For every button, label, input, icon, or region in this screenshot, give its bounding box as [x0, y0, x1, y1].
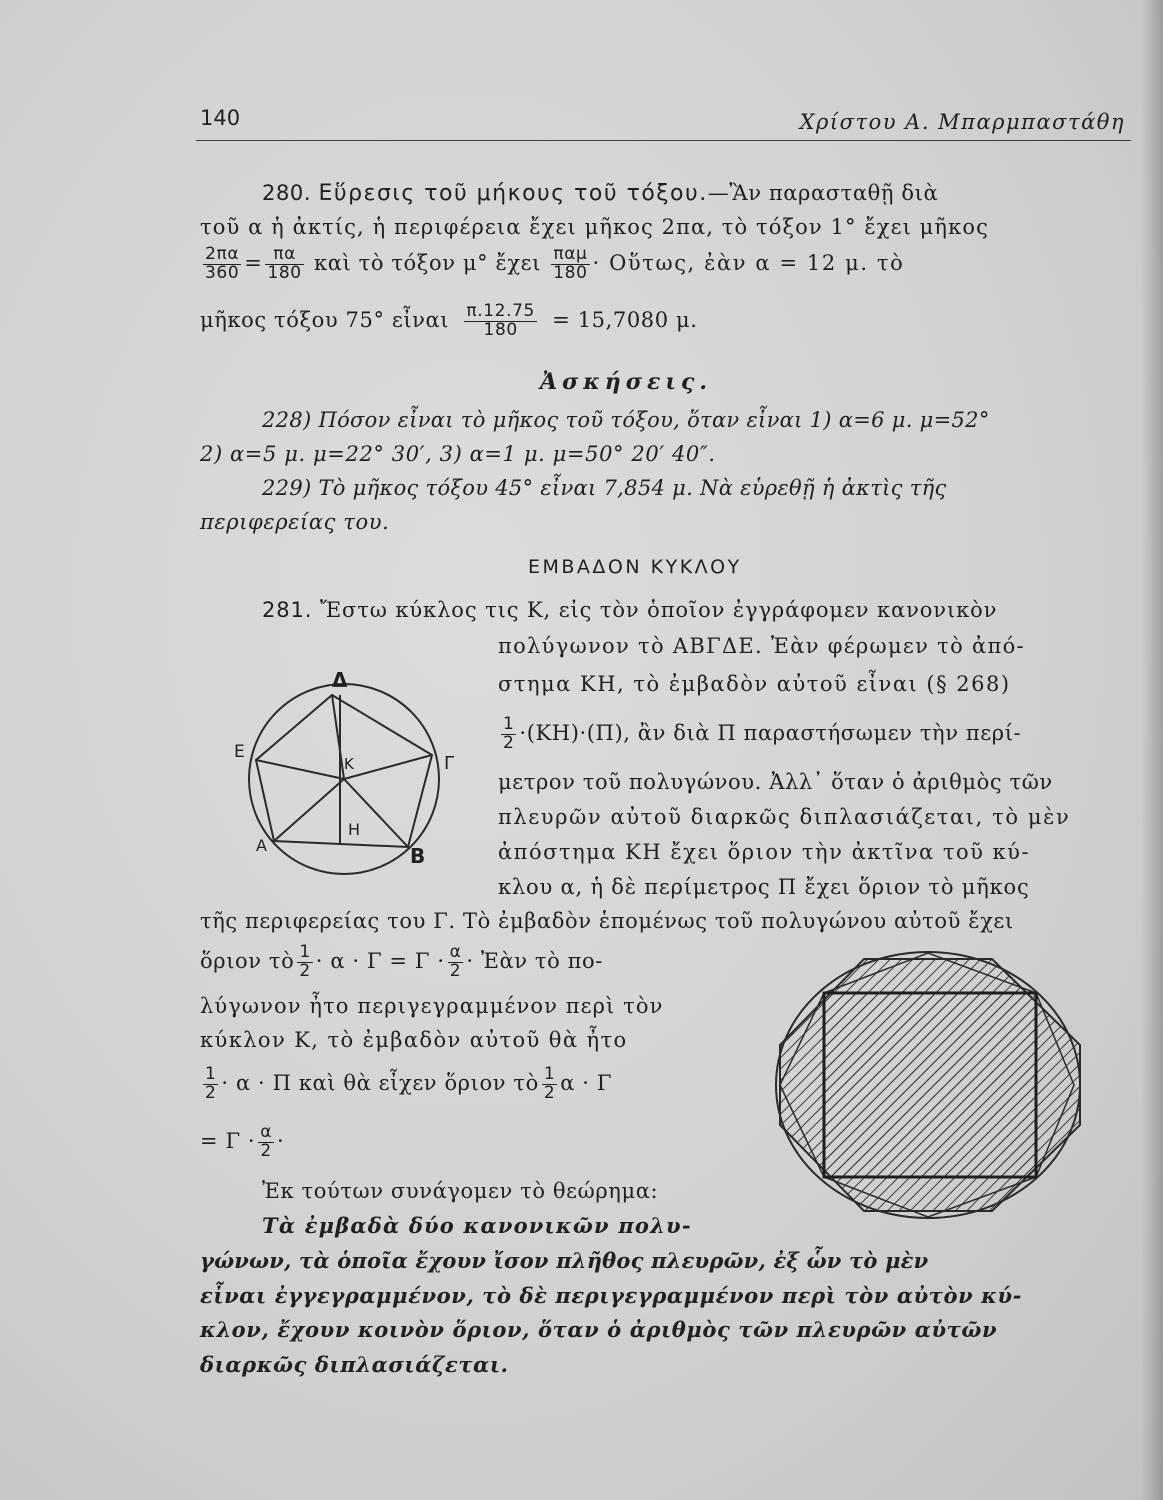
- sec280-line3: [200, 246, 904, 283]
- label-delta: Δ: [332, 668, 348, 692]
- sec281-line14-head: = Γ ·: [200, 1128, 256, 1153]
- sec281-number: 281.: [262, 598, 313, 622]
- fraction-one-half: $\frac{1}{2}$: [299, 942, 311, 981]
- line-ka: [274, 779, 344, 841]
- theorem-line5: διαρκῶς διπλασιάζεται.: [200, 1352, 509, 1377]
- exercise-228-line1: 228) Πόσον εἶναι τὸ μῆκος τοῦ τόξου, ὅταν εἶναι 1) α=6 μ. μ=52°: [262, 408, 990, 432]
- sec280-number: 280.: [262, 181, 312, 205]
- sec281-line4-text: ·(ΚΗ)·(Π), ἂν διὰ Π παραστήσωμεν τὴν περί-: [519, 720, 1022, 745]
- sec281-line10: [200, 944, 603, 981]
- fraction-one-half: $\frac{1}{2}$: [503, 714, 515, 753]
- sec280-line2: τοῦ α ἡ ἀκτίς, ἡ περιφέρεια ἔχει μῆκος 2πα, τὸ τόξον 1° ἔχει μῆκος: [200, 215, 989, 239]
- sec281-line10-tail: · Ἐὰν τὸ πο-: [466, 948, 603, 973]
- line-kd: [332, 695, 344, 779]
- sec281-line2: πολύγωνον τὸ ΑΒΓΔΕ. Ἐὰν φέρωμεν τὸ ἀπό-: [498, 634, 1025, 658]
- inscribed-rectangle: [824, 993, 1036, 1177]
- sec280-line4-tail: = 15,7080 μ.: [552, 307, 698, 332]
- sec281-line8: κλου α, ἡ δὲ περίμετρος Π ἔχει ὅριον τὸ μῆκος: [498, 875, 1030, 899]
- sec281-line6: πλευρῶν αὐτοῦ διαρκῶς διπλασιάζεται, τὸ μὲν: [498, 805, 1071, 829]
- theorem-line2: γώνων, τὰ ὁποῖα ἔχουν ἴσον πλῆθος πλευρῶν, ἐξ ὧν τὸ μὲν: [200, 1248, 929, 1273]
- sec280-line4-head: μῆκος τόξου 75° εἶναι: [200, 307, 450, 332]
- sec280-line3-mid: καὶ τὸ τόξον μ° ἔχει: [313, 250, 541, 275]
- sec281-line9: τῆς περιφερείας του Γ. Τὸ ἐμβαδὸν ἑπομένως τοῦ πολυγώνου αὐτοῦ ἔχει: [200, 909, 1014, 933]
- page-edge-shadow: [1141, 0, 1163, 1500]
- fraction-arc-length: $\frac{\pi.12.75}{180}$: [466, 301, 535, 340]
- exercise-229-line2: περιφερείας του.: [200, 510, 390, 534]
- fraction-pa-180: $\frac{\pi\alpha}{180}$: [267, 244, 302, 283]
- sec281-line13: [200, 1066, 612, 1103]
- label-b: Β: [410, 844, 426, 868]
- sec280-line1-tail: —Ἂν παρασταθῇ διὰ: [707, 181, 939, 205]
- running-head: Χρίστου Α. Μπαρμπαστάθη: [799, 110, 1125, 134]
- line-ke: [256, 760, 344, 779]
- label-e: Ε: [234, 742, 245, 762]
- sec280-line4: [200, 303, 698, 340]
- sec280-title: Εὕρεσις τοῦ μήκους τοῦ τόξου.: [318, 181, 708, 206]
- sec281-line13-mid: · α · Π καὶ θὰ εἶχεν ὅριον τὸ: [221, 1070, 539, 1095]
- sec281-line12: κύκλον Κ, τὸ ἐμβαδὸν αὐτοῦ θὰ ἦτο: [200, 1028, 628, 1052]
- sec281-line1: [262, 600, 997, 621]
- label-gamma: Γ: [444, 753, 455, 774]
- sec281-line13-tail: α · Γ: [560, 1070, 613, 1095]
- section-title: ΕΜΒΑΔΟΝ ΚΥΚΛΟΥ: [528, 556, 742, 578]
- fraction-2pa-360: $\frac{2\pi\alpha}{360}$: [205, 244, 240, 283]
- sec281-line4: [498, 716, 1021, 753]
- fraction-a-half: $\frac{\alpha}{2}$: [260, 1122, 273, 1161]
- theorem-line1: Τὰ ἐμβαδὰ δύο κανονικῶν πολυ-: [262, 1213, 692, 1238]
- fraction-one-half: $\frac{1}{2}$: [543, 1064, 556, 1103]
- sec281-line1-text: Ἔστω κύκλος τις Κ, εἰς τὸν ὁποῖον ἐγγράφομεν κανονικὸν: [319, 598, 998, 622]
- sec281-line11: λύγωνον ἦτο περιγεγραμμένον περὶ τὸν: [200, 994, 664, 1018]
- sec281-line7: ἀπόστημα ΚΗ ἔχει ὅριον τὴν ἀκτῖνα τοῦ κύ-: [498, 840, 1031, 864]
- sec281-line5: μετρον τοῦ πολυγώνου. Ἀλλ᾽ ὅταν ὁ ἀριθμὸς τῶν: [498, 770, 1053, 794]
- exercise-228-line2: 2) α=5 μ. μ=22° 30′, 3) α=1 μ. μ=50° 20′ 40″.: [200, 442, 716, 466]
- fraction-pam-180: $\frac{\text{παμ}}{180}$: [553, 244, 588, 283]
- sec281-line10-head: ὅριον τὸ: [200, 948, 295, 973]
- label-a: Α: [256, 836, 267, 855]
- equals-sign: =: [244, 250, 263, 275]
- sec281-line15: Ἐκ τούτων συνάγομεν τὸ θεώρημα:: [262, 1179, 659, 1203]
- theorem-line3: εἶναι ἐγγεγραμμένον, τὸ δὲ περιγεγραμμένον περὶ τὸν αὐτὸν κύ-: [200, 1283, 1023, 1308]
- figure-inscribed-pentagon: [234, 665, 470, 868]
- sec280-line1: [262, 183, 938, 205]
- sec280-line3-tail: · Οὕτως, ἐὰν α = 12 μ. τὸ: [592, 250, 905, 275]
- page-number: 140: [200, 106, 241, 130]
- label-h: Η: [348, 820, 361, 839]
- header-rule: [196, 140, 1131, 141]
- fraction-a-half: $\frac{\alpha}{2}$: [449, 942, 462, 981]
- sec281-line10-mid: · α · Γ = Γ ·: [315, 948, 445, 973]
- sec281-line14: [200, 1124, 284, 1161]
- sec281-line14-tail: ·: [277, 1128, 285, 1153]
- line-kg: [344, 755, 432, 779]
- exercise-229-line1: 229) Τὸ μῆκος τόξου 45° εἶναι 7,854 μ. Νὰ εὑρεθῇ ἡ ἀκτὶς τῆς: [262, 476, 947, 500]
- exercises-heading: Ἀσκήσεις.: [540, 369, 713, 395]
- sec281-line3: στημα ΚΗ, τὸ ἐμβαδὸν αὐτοῦ εἶναι (§ 268): [498, 672, 1011, 696]
- figure-inscribed-circumscribed-polygons: [768, 945, 1098, 1225]
- theorem-line4: κλον, ἔχουν κοινὸν ὅριον, ὅταν ὁ ἀριθμὸς τῶν πλευρῶν αὐτῶν: [200, 1317, 998, 1342]
- fraction-one-half: $\frac{1}{2}$: [205, 1064, 217, 1103]
- label-k: Κ: [344, 755, 354, 773]
